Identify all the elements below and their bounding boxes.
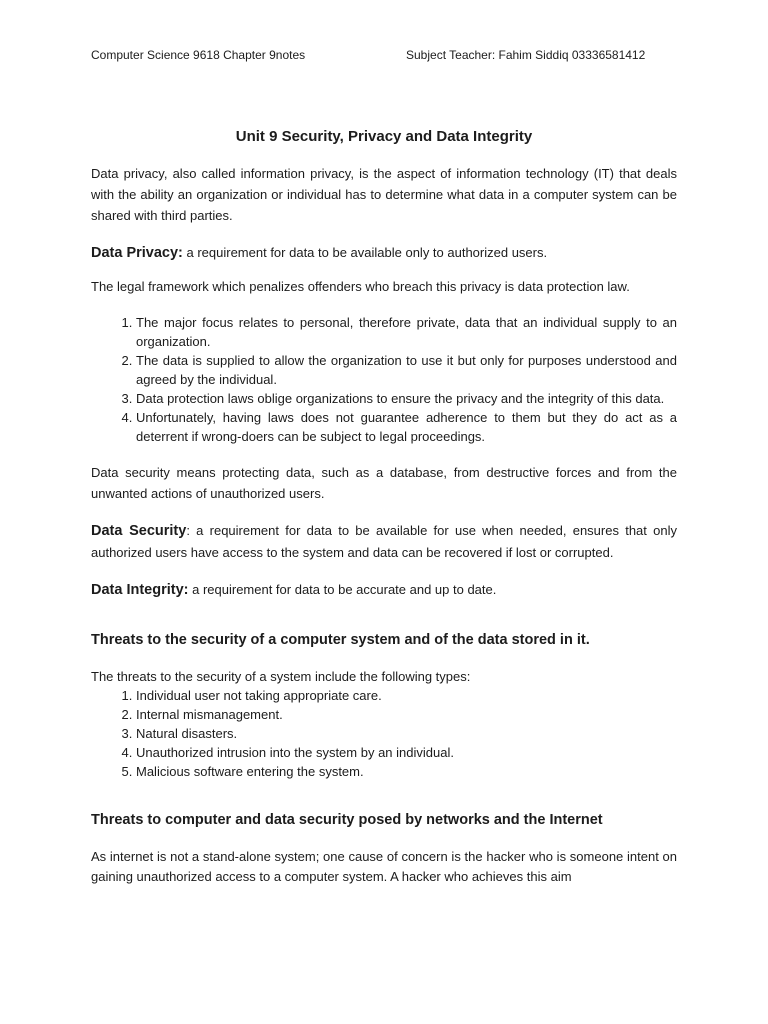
threats-heading: Threats to the security of a computer system and of the data stored in it. [91, 632, 590, 648]
threats-intro: The threats to the security of a system include the following types: [91, 669, 471, 684]
data-privacy-definition [91, 242, 677, 264]
data-security-intro: Data security means protecting data, such as a database, from destructive forces and from the unwanted actions of unauthorized users. [91, 465, 677, 501]
legal-framework-paragraph: The legal framework which penalizes offenders who breach this privacy is data protection law. [91, 279, 630, 294]
header-teacher: Subject Teacher: Fahim Siddiq 03336581412 [406, 48, 646, 62]
threats-list [91, 686, 677, 781]
data-integrity-text: a requirement for data to be accurate and up to date. [188, 582, 497, 597]
list-item: 4. Unfortunately, having laws does not guarantee adherence to them but they do act as a deterrent if wrong-doers can be subject to legal proceedings. [136, 408, 677, 446]
list-item: 2. Internal mismanagement. [136, 705, 677, 724]
page-title: Unit 9 Security, Privacy and Data Integrity [235, 128, 533, 145]
list-item: 1. Individual user not taking appropriate care. [136, 686, 677, 705]
document-body [91, 128, 677, 887]
list-item: 4. Unauthorized intrusion into the system by an individual. [136, 743, 677, 762]
data-security-definition [91, 520, 677, 563]
list-item: 5. Malicious software entering the system. [136, 762, 677, 781]
list-item: 3. Data protection laws oblige organizations to ensure the privacy and the integrity of this data. [136, 389, 677, 408]
network-threats-heading: Threats to computer and data security posed by networks and the Internet [91, 812, 603, 828]
list-item: 3. Natural disasters. [136, 724, 677, 743]
data-integrity-definition [91, 579, 677, 601]
privacy-list [91, 313, 677, 446]
list-item: 2. The data is supplied to allow the organization to use it but only for purposes understood and agreed by the individual. [136, 351, 677, 389]
data-security-term: Data Security [91, 523, 187, 539]
network-threats-paragraph: As internet is not a stand-alone system; one cause of concern is the hacker who is someone intent on gaining unauthorized access to a computer system. A hacker who achieves this aim [91, 849, 677, 884]
data-privacy-term: Data Privacy: [91, 245, 183, 261]
list-item: 1. The major focus relates to personal, therefore private, data that an individual supply to an organization. [136, 313, 677, 351]
intro-paragraph: Data privacy, also called information privacy, is the aspect of information technology (IT) that deals with the ability an organization or individual has to determine what data in a computer system can be shared with third parties. [91, 166, 677, 223]
data-security-text: : a requirement for data to be available for use when needed, ensures that only authorized users have access to the system and data can be recovered if lost or corrupted. [91, 523, 677, 560]
data-integrity-term: Data Integrity: [91, 582, 189, 598]
data-privacy-text: a requirement for data to be available only to authorized users. [182, 245, 548, 260]
header-course: Computer Science 9618 Chapter 9notes [91, 48, 306, 62]
